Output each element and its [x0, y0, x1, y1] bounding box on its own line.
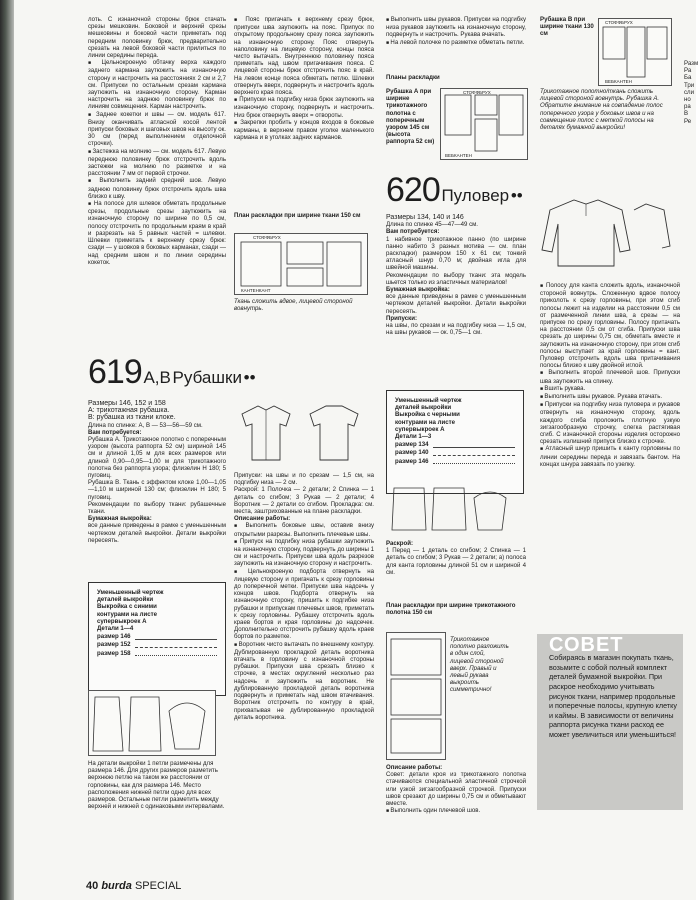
plan-620-diagram [386, 632, 446, 760]
paragraph: ■ Цельнокроеную обтачку верха каждого заднего кармана заутюжить на изнаночную сторону и настрочить на расстояниях 2 см и 2,7 см. Припуски по остальным срезам кармана заутюжить на изнаночную сторону. Карман настрочить на заднюю половинку брюк по линиям совмещения. Карман настрочить. [88, 59, 226, 110]
variant-b: В: рубашка из ткани клоке. [88, 414, 176, 422]
box-parts: Детали 1—3 [395, 433, 432, 441]
fragment: ра [684, 103, 691, 111]
box-line: деталей выкройки [97, 596, 154, 604]
pattern-box-620 [386, 390, 524, 494]
model-620-title [386, 173, 556, 207]
paragraph: Рекомендации по выбору ткани: рубашечные ткани. [88, 500, 226, 516]
layout1-svg [235, 234, 367, 294]
model-dots: •• [510, 186, 523, 205]
pattern-619-svg [89, 691, 215, 755]
pullover-sketch [540, 190, 672, 270]
paragraph: все данные приведены в рамке с уменьшенным чертежом деталей выкройки. Детали выкройки пересеять. [386, 293, 526, 315]
size-label: размер 134 [395, 441, 429, 449]
model-number: 619 [88, 353, 142, 391]
paragraph: 1 Перед — 1 деталь со сгибом; 2 Спинка — 1 деталь со сгибом; 3 Рукав — 2 детали; а) полоса для канта горловины длиной 51 см и шириной 4 см. [386, 547, 526, 576]
model-name: Пуловер [441, 186, 510, 205]
page-footer [86, 880, 182, 892]
fragment: Ба [684, 74, 692, 82]
page-number: 40 [86, 880, 99, 892]
selvedge-label: ВЕБКАНТЕН [605, 79, 632, 84]
heading: Раскрой: [386, 540, 414, 547]
plan-620-title: План раскладки при ширине трикотажного полотна 150 см [386, 602, 516, 617]
model-dots: •• [243, 368, 256, 387]
paragraph: Рубашка А. Трикотажное полотно с поперечным узором (высота раппорта 52 см) шириной 145 см и длиной 1,05 м для всех размеров или длиной 0,90—0,95—1,00 м для трикотажного полотна без раппорта узора; флизелин Н 180; 5 пуговиц. [88, 436, 226, 480]
heading: Бумажная выкройка: [386, 286, 450, 294]
paragraph: Раскрой: 1 Полочка — 2 детали; 2 Спинка — 1 деталь со сгибом; 3 Рукав — 2 детали; 4 Воротник — 2 детали со сгибом. Прокладка: см. места, заштрихованные на плане раскладки. [234, 486, 374, 516]
paragraph: ■ Выполнить второй плечевой шов. Припуски шва заутюжить на спинку. [540, 369, 680, 384]
fold-label: СТОФФБРУХ [463, 90, 491, 95]
paragraph: Рубашка В. Ткань с эффектом клоке 1,00—1,05—1,10 м шириной 130 см; флизелин Н 180; 5 пуговиц. [88, 479, 226, 501]
paragraph: Рекомендации по выбору ткани: эта модель шьется только из эластичных материалов! [386, 271, 526, 286]
shirt-sketches [234, 400, 370, 466]
variant-a: А: трикотажная рубашка. [88, 407, 170, 415]
fold-label: СТОФФБРУХ [605, 20, 633, 25]
size-row [395, 441, 515, 448]
box-line: контурами на листе [97, 610, 158, 618]
paragraph: Припуски: на швы и по срезам — 1,5 см, на подгибку низа — 2 см. [234, 472, 374, 487]
box-line: супервыкроек А [97, 617, 147, 625]
pullover-svg [540, 190, 672, 270]
size-row [97, 633, 217, 640]
advice-text: Собираясь в магазин покупать ткань, возьмите с собой полный комплект деталей бумажной выкройки. При раскрое необходимо учитывать рисунок ткани, например продольные и поперечные полосы, крупную клетку и каймы. В зависимости от величины раппорта рисунка ткани расход ее может увеличиться или уменьшиться! [549, 653, 677, 739]
layout3-caption: Трикотажное полотно/ткань сложить лицевой стороной вовнутрь. Рубашка А. Обратите внимание на совпадение полос поперечного узора у боковых швов и на совмещение полос с меткой полосы на деталях бумажной выкройки! [540, 88, 663, 132]
size-row [97, 650, 217, 657]
col1-top-text [88, 16, 226, 316]
paragraph: ■ Заднее кокетки и швы — см. модель 617. Внизу оканчивать атласной косой лентой припуски боковых и шаговых швов на высоту ок. 30 см (перед выполнением отделочной строчки). [88, 111, 226, 148]
fragment: В [684, 110, 689, 118]
fragment: Три [684, 81, 695, 89]
sizes: Размеры 134, 140 и 146 [386, 214, 464, 221]
paragraph: ■ Полосу для канта сложить вдоль, изнаночной стороной вовнутрь. Сложенную вдвое полосу приколоть к срезу горловины, при этом сгиб полосы лежит на изделии на расстоянии 0,5 см от размеченной линии шва, а срезы — на припуске по срезу горловины. Полосу притачать на расстоянии 0,5 см от сгиба. Припуски шва срезать до ширины 0,75 см, обметать вместе и заутюжить на изнаночную сторону, при этом сгиб полосы выступает за край горловины = кант. Пуловер отстрочить вдоль шва притачивания полосы близко к шву двойной иглой. [540, 282, 680, 369]
box-line: Уменьшенный чертеж [97, 589, 164, 596]
paragraph: ■ Припуски на подгибку низа пуловера и рукавов отвернуть на изнаночную сторону, вдоль каждого сгиба проложить плотную узкую зигзагообразную строчку, слегка растягивая сгиб. С изнаночной стороны изделия осторожно срезать излишний припуск близко к строчке. [540, 401, 680, 445]
heading: Припуски: [386, 314, 417, 322]
paragraph: лоть. С изнаночной стороны брюк стачать срезы мешковин. Боковой и верхний срезы мешковины и боковой части приметать под передним половинку брюк, предварительно срезать на левой боковой части прилиться по линии середины переда. [88, 16, 226, 60]
selvedge-label: ВЕБКАНТЕН [445, 153, 472, 158]
heading: Бумажная выкройка: [88, 515, 152, 523]
paragraph: ■ Выполнить один плечевой шов. [386, 807, 526, 815]
box-line: Выкройка с синими [97, 603, 157, 611]
layout1-caption: Ткань сложить вдвое, лицевой стороной вовнутрь. [234, 298, 353, 313]
paragraph: 1 набивное трикотажное панно (по ширине панно набито 3 разных мотива — см. план раскладки) размером 150 x 61 см; тонкий атласный шнур 0,70 м; двойная игла для швейной машины. [386, 235, 526, 272]
paragraph: ■ На левой полочке по разметке обметать петли. [386, 39, 526, 47]
fragment: Разм [684, 60, 698, 67]
layout2-diagram [440, 88, 528, 160]
paragraph: ■ Атласный шнур пришить к канту горловины по линии середины переда и завязать бантом. На концах шнура завязать по узелку. [540, 445, 680, 468]
paragraph: Совет: детали кроя из трикотажного полотна стачиваются специальной эластичной строчкой или узкой зигзагообразной строчкой. Припуски швов срезают до ширины 0,75 см и обметывают вместе. [386, 771, 526, 808]
col6-fragments [684, 60, 696, 210]
model-620-desc [386, 764, 526, 844]
paragraph: ■ Выполнить швы рукавов. Припуски на подгибку низа рукавов заутюжить на изнаночную сторону, подвернуть и настрочить. Рукава вчачать. [386, 16, 526, 39]
paragraph: ■ Пояс пригачать к верхнему срезу брюк, припуски шва заутюжить на пояс. Припуск по открытому продольному срезу пояса заутюжить на изнаночную сторону. Пояс отвернуть наполовину на лицевую сторону, концы пояса чисто вытачать. Внутреннюю половинку пояса приметать над швом пригачивания пояса. С лицевой стороны брюк отстрочить пояс в край. На левом конце пояса обметать петлю. Шлевки отвернуть вверх, подвернуть и настрочить вдоль верхнего края пояса. [234, 16, 374, 96]
model-619-title [88, 355, 388, 389]
plan-620-note: Трикотажное полотно разложить в один слой, лицевой стороной вверх. Правый и левый рукава выкроить симметрично! [450, 636, 509, 694]
pattern-box-619 [88, 582, 226, 696]
col4-top-text [386, 16, 526, 66]
length: Длина по спинке: А, В — 53—56—59 см. [88, 421, 203, 429]
fragment: но [684, 96, 691, 104]
paragraph: ■ Закрепки пробить у концов входов в боковые карманы, в верхнем правом уголке маленького кармана и в уголках задних карманов. [234, 119, 374, 142]
layout2-title: Планы раскладки [386, 74, 440, 81]
paragraph: на швы, по срезам и на подгибку низа — 1,5 см, на швы рукавов — ок. 0,75—1 см. [386, 322, 526, 337]
advice-title: СОВЕТ [549, 634, 624, 656]
model-name: Рубашки [172, 368, 242, 387]
heading: Вам потребуется: [88, 428, 142, 436]
selvedge-label: КАНТЕНКАНТ [241, 288, 271, 293]
box-line: супервыкроек А [395, 425, 445, 433]
paragraph: ■ На полосе для шлевок обметать продольные срезы, продольные срезы заутюжить на изнаночную сторону по ширине по 0,5 см, полосу отстрочить по продольным краям в край и разрезать на 5 равных частей = шлевки. Шлевки приметать к верхнему срезу брюк: сзади — у шовков в боковых карманах, сзади — над средним швом и по линии середины кокеток. [88, 200, 226, 266]
layout3-svg [599, 19, 671, 85]
paragraph: ■ Припуск на подгибку низа рубашки заутюжить на изнаночную сторону, подвернуть до ширины 1 см и настрочить. Припуски шва вдоль разрезов заутюжить на изнаночную сторону и настрочить. [234, 538, 374, 568]
paragraph: все данные приведены в рамке с уменьшенным чертежом деталей выкройки. Детали выкройки пересеять. [88, 522, 226, 544]
heading: Описание работы: [234, 515, 291, 523]
paragraph: ■ Выполнить боковые швы, оставив внизу открытыми разрезы. Выполнить плечевые швы. [234, 522, 374, 537]
fold-label: СТОФФБРУХ [253, 235, 281, 240]
box-parts: Детали 1—4 [97, 625, 134, 633]
paragraph: ■ Цельнокроеную подборта отвернуть на лицевую сторону и пригачать к срезу горловины до поперечной метки. Припуски шва надсечь у концов швов. Подборта отвернуть на изнаночную сторону, пришить к подгибке низа рубашки и припускам плечевых швов, приметать к срезу горловины. Рубашку отстрочить вдоль краев бортов и края горловины до надсечек. Дополнительно отстрочить рубашку вдоль краев бортов по разметке. [234, 568, 374, 641]
col3-text [234, 472, 374, 852]
length: Длина по спинке 45—47—49 см. [386, 221, 478, 229]
layout3-title: Рубашка В при ширине ткани 130 см [540, 16, 594, 38]
model-620-cut [386, 540, 526, 600]
photo-edge [0, 0, 14, 900]
paragraph: ■ Припуски на подгибку низа брюк заутюжить на изнаночную сторону, подвернуть и настрочить. Низ брюк отвернуть вверх = отвороты. [234, 96, 374, 119]
box-line: Выкройка с черными [395, 411, 460, 419]
model-619-info [88, 400, 226, 580]
sizes: Размеры 146, 152 и 158 [88, 400, 166, 407]
advice-box [537, 634, 683, 810]
size-label: размер 158 [97, 649, 131, 657]
pattern-620-drawing [386, 484, 516, 534]
size-label: размер 146 [395, 457, 429, 465]
box-line: контурами на листе [395, 418, 456, 426]
edition-label: SPECIAL [134, 880, 182, 892]
size-row [395, 458, 515, 465]
size-row [97, 641, 217, 648]
layout2-caption: Рубашка А при ширине трикотажного полотна с поперечным узором 145 см (высота раппорта 52 см) [386, 88, 435, 146]
paragraph: ■ Застежка на молнию — см. модель 617. Левую переднюю половинку брюк отстрочить вдоль застежки на молнию по разметке и на расстоянии 7 мм от первой строчки. [88, 148, 226, 178]
paragraph: ■ Вшить рукава. [540, 385, 680, 393]
paragraph: ■ Выполнить швы рукавов. Рукава втачать. [540, 393, 680, 401]
brand-logo: burda [101, 880, 132, 892]
shirt-drawing-svg [234, 400, 370, 466]
model-620-info [386, 214, 526, 384]
layout3-diagram [598, 18, 672, 86]
plan-620-svg [387, 633, 445, 759]
pattern-619-drawing [88, 690, 216, 756]
size-row [395, 449, 515, 456]
size-label: размер 152 [97, 641, 131, 649]
size-label: размер 146 [97, 633, 131, 641]
heading: Вам потребуется: [386, 228, 440, 236]
layout1-diagram [234, 233, 368, 295]
heading: Описание работы: [386, 764, 443, 771]
layout2-svg [441, 89, 527, 159]
layout1-title: План раскладки при ширине ткани 150 см [234, 212, 361, 219]
model-letters: А,В [143, 368, 171, 387]
fragment: сли [684, 88, 695, 96]
box-line: деталей выкройки [395, 404, 452, 412]
col2-top-text [234, 16, 374, 196]
pattern-619-note: На детали выкройки 1 петли размечены для размера 146. Для других размеров разметить верхнюю петлю на таком же расстоянии от горловины, как для размера 146. Место расположения нижней петли одно для всех размеров. Остальные петли разметить между верхней и нижней с одинаковыми интервалами. [88, 760, 225, 811]
paragraph: ■ Воротник чисто вытачать по внешнему контуру. Дублированную прокладкой деталь воротника втачать в горловину с изнаночной стороны рубашки. Припуски шва срезать близко к строчке, в местах округлений несколько раз надсечь и заутюжить на воротник. Не дублированную прокладкой деталь воротника подвернуть и приметать над швом втачивания. Воротник отстрочить по контуру в край, прихватывая не дублированную прокладкой деталь воротника. [234, 641, 374, 721]
box-line: Уменьшенный чертеж [395, 397, 462, 404]
size-label: размер 140 [395, 449, 429, 457]
paragraph: ■ Выполнить задний средний шов. Левую заднюю половинку брюк отстрочить вдоль шва близко к шву. [88, 177, 226, 200]
pattern-620-svg [386, 484, 516, 534]
col5-text [540, 282, 680, 622]
model-number: 620 [386, 171, 440, 209]
fragment: Ра [684, 67, 692, 75]
fragment: Ре [684, 117, 692, 125]
